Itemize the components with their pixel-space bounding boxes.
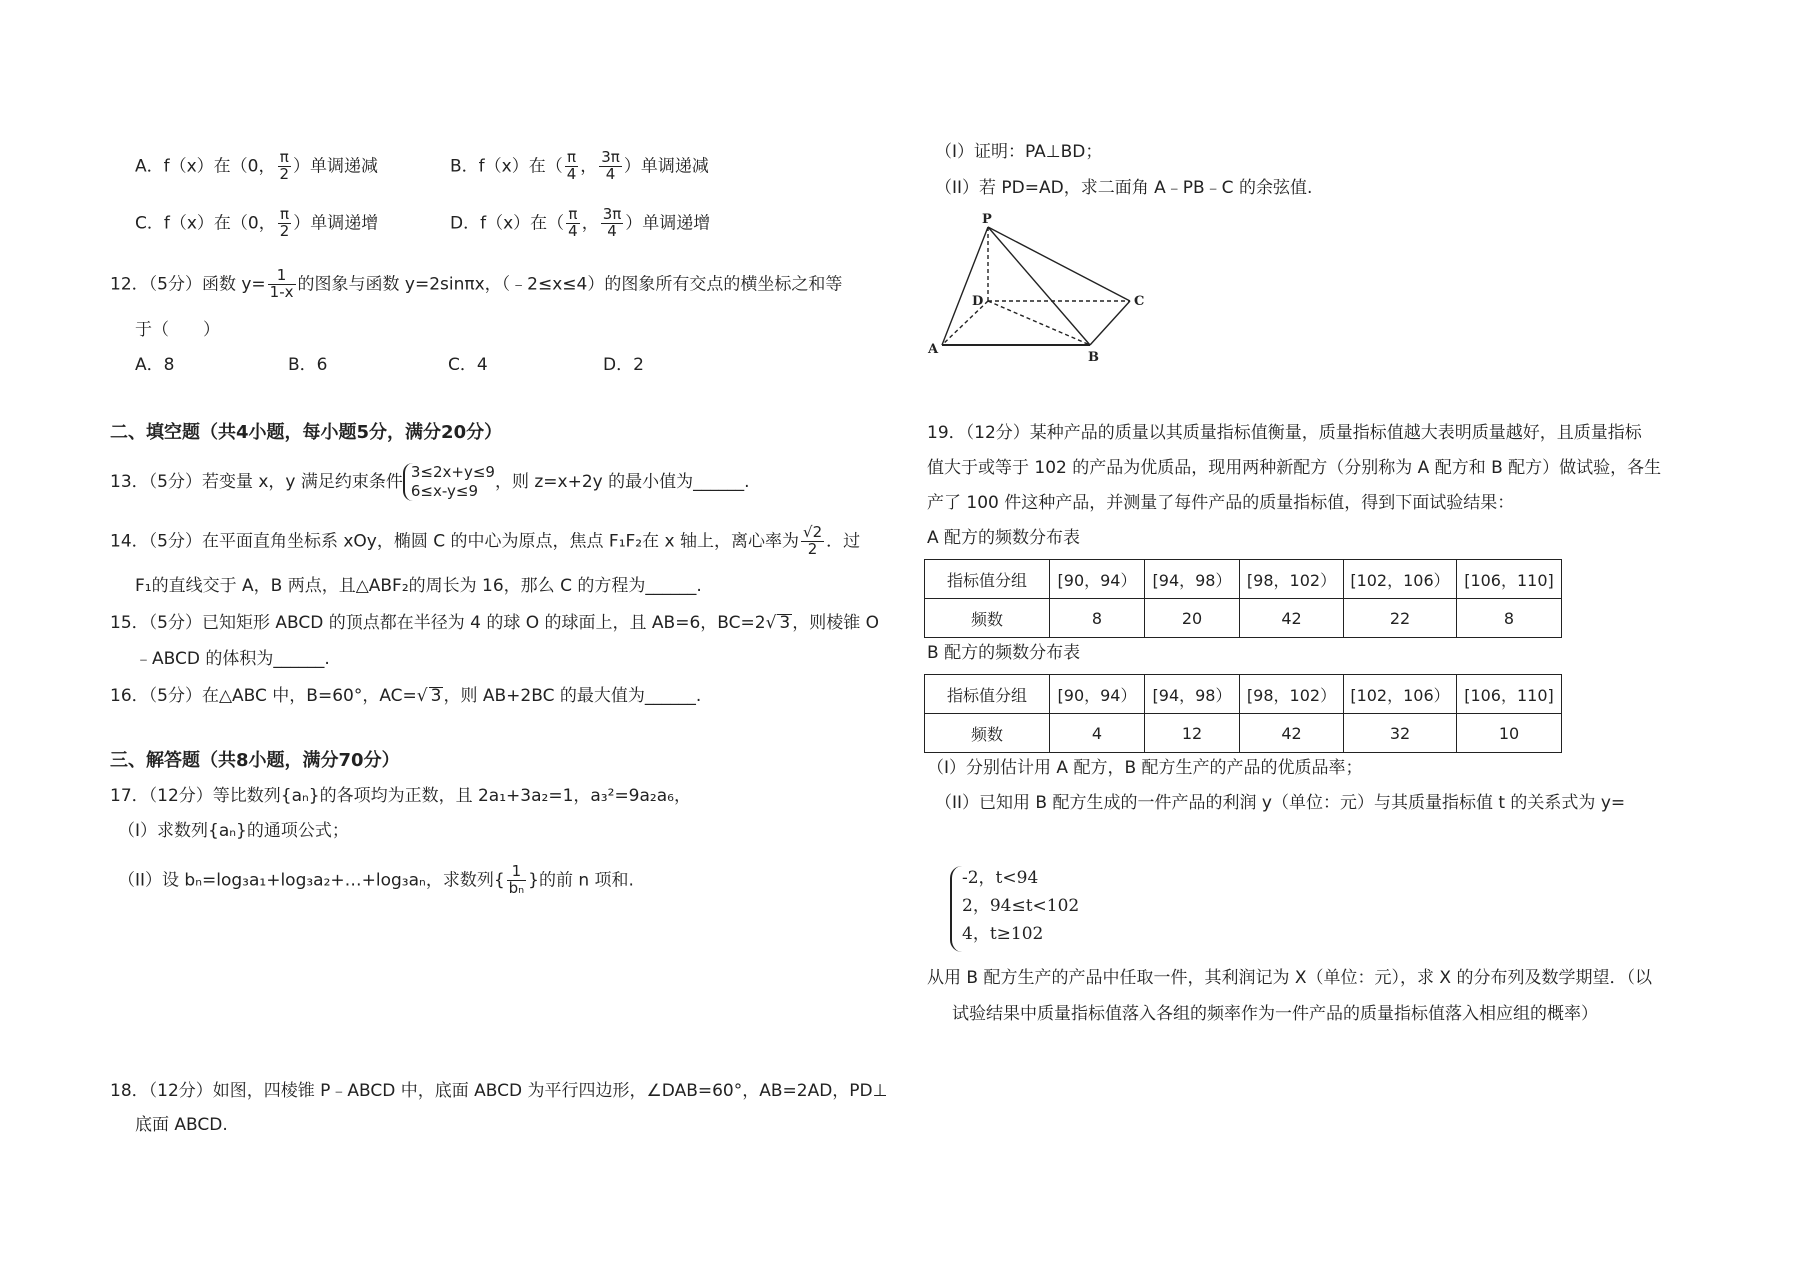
q19-stem-line2: 值大于或等于 102 的产品为优质品，现用两种新配方（分别称为 A 配方和 B 配方）做试验，各生 — [927, 458, 1662, 478]
pyramid-figure — [920, 205, 1160, 365]
q11-option-d: D．f（x）在（ $\frac{\pi}{4}$ ， $\frac{3\pi}{4}$ ）单调递增 — [450, 205, 711, 240]
q18-part-2: （II）若 PD=AD，求二面角 A﹣PB﹣C 的余弦值. — [935, 178, 1313, 198]
q17-part-1: （I）求数列{aₙ}的通项公式； — [118, 821, 349, 841]
table-row: 频数 8 20 42 22 8 — [925, 599, 1562, 638]
table-row: 指标值分组 [90，94） [94，98） [98，102） [102，106） [106，110] — [925, 675, 1562, 714]
q12-option-c: C．4 — [448, 355, 488, 375]
q15-stem-line2: ﹣ABCD 的体积为______. — [135, 649, 330, 669]
q15-stem: 15．（5分）已知矩形 ABCD 的顶点都在半径为 4 的球 O 的球面上，且 AB=6，BC=2√ 3 ，则棱锥 O — [110, 613, 880, 633]
q19-stem-line1: 19．（12分）某种产品的质量以其质量指标值衡量，质量指标值越大表明质量越好，且质量指标 — [927, 423, 1642, 443]
label-C: C — [1134, 294, 1145, 309]
q19-tail-line2: 试验结果中质量指标值落入各组的频率作为一件产品的质量指标值落入相应组的概率） — [952, 1004, 1598, 1024]
q12-option-a: A．8 — [135, 355, 175, 375]
q12-option-b: B．6 — [288, 355, 328, 375]
q12-stem: 12．（5分）函数 y= $\frac{1}{1-x}$ 的图象与函数 y=2sinπx，（﹣2≤x≤4）的图象所有交点的横坐标之和等 — [110, 266, 843, 301]
piecewise-case-3: 4，t≥102 — [962, 924, 1044, 944]
q19-part-2: （II）已知用 B 配方生成的一件产品的利润 y（单位：元）与其质量指标值 t 的关系式为 y= — [935, 793, 1626, 813]
table-b-title: B 配方的频数分布表 — [927, 643, 1081, 663]
edge-DB — [988, 301, 1090, 345]
label-P: P — [982, 212, 992, 227]
section-2-heading: 二、填空题（共4小题，每小题5分，满分20分） — [110, 422, 503, 443]
q11-option-b: B．f（x）在（ $\frac{\pi}{4}$ ， $\frac{3\pi}{4}$ ）单调递减 — [450, 148, 709, 183]
piecewise-brace — [950, 866, 962, 952]
piecewise-case-2: 2，94≤t<102 — [962, 896, 1080, 916]
q14-stem-line2: F₁的直线交于 A，B 两点，且△ABF₂的周长为 16，那么 C 的方程为______. — [135, 576, 702, 596]
q19-tail-line1: 从用 B 配方生产的产品中任取一件，其利润记为 X（单位：元），求 X 的分布列及数学期望．（以 — [927, 968, 1652, 988]
q18-stem-line2: 底面 ABCD. — [135, 1115, 228, 1135]
piecewise-case-1: -2，t<94 — [962, 868, 1039, 888]
q19-stem-line3: 产了 100 件这种产品，并测量了每件产品的质量指标值，得到下面试验结果： — [927, 493, 1515, 513]
q17-part-2: （II）设 bₙ=log₃a₁+log₃a₂+…+log₃aₙ，求数列{ $\frac{1}{\text{bₙ}}$ }的前 n 项和. — [118, 862, 634, 897]
table-row: 频数 4 12 42 32 10 — [925, 714, 1562, 753]
q19-part-1: （Ⅰ）分别估计用 A 配方，B 配方生产的产品的优质品率； — [927, 758, 1363, 778]
q18-stem: 18．（12分）如图，四棱锥 P﹣ABCD 中，底面 ABCD 为平行四边形，∠DAB=60°，AB=2AD，PD⊥ — [110, 1081, 888, 1101]
q16-stem: 16．（5分）在△ABC 中，B=60°，AC=√ 3 ，则 AB+2BC 的最大值为______. — [110, 686, 702, 706]
label-B: B — [1088, 350, 1099, 365]
frequency-table-b — [924, 674, 1562, 753]
q11-option-a: A．f（x）在（0， $\frac{\pi}{2}$ ）单调递减 — [135, 148, 379, 183]
label-D: D — [972, 294, 984, 309]
q13-stem: 13．（5分）若变量 x，y 满足约束条件 3≤2x+y≤9 6≤x-y≤9 ，则 z=x+2y 的最小值为______. — [110, 463, 750, 500]
edge-BC — [1090, 301, 1130, 345]
table-row: 指标值分组 [90，94） [94，98） [98，102） [102，106） [106，110] — [925, 560, 1562, 599]
section-3-heading: 三、解答题（共8小题，满分70分） — [110, 750, 400, 771]
frequency-table-a — [924, 559, 1562, 638]
edge-PC — [988, 227, 1130, 301]
q14-stem: 14．（5分）在平面直角坐标系 xOy，椭圆 C 的中心为原点，焦点 F₁F₂在 x 轴上，离心率为 $\frac{√2}{2}$ ．过 — [110, 523, 861, 558]
q13-constraint-system: 3≤2x+y≤9 6≤x-y≤9 — [403, 463, 495, 501]
edge-PA — [942, 227, 988, 345]
q11-option-c: C．f（x）在（0， $\frac{\pi}{2}$ ）单调递增 — [135, 205, 379, 240]
q12-option-d: D．2 — [603, 355, 644, 375]
q17-stem: 17．（12分）等比数列{aₙ}的各项均为正数，且 2a₁+3a₂=1，a₃²=9a₂a₆， — [110, 786, 691, 806]
q18-part-1: （I）证明：PA⊥BD； — [935, 142, 1103, 162]
edge-PB — [988, 227, 1090, 345]
table-a-title: A 配方的频数分布表 — [927, 528, 1081, 548]
label-A: A — [928, 342, 939, 357]
q12-stem-line2: 于（ ） — [135, 320, 220, 340]
